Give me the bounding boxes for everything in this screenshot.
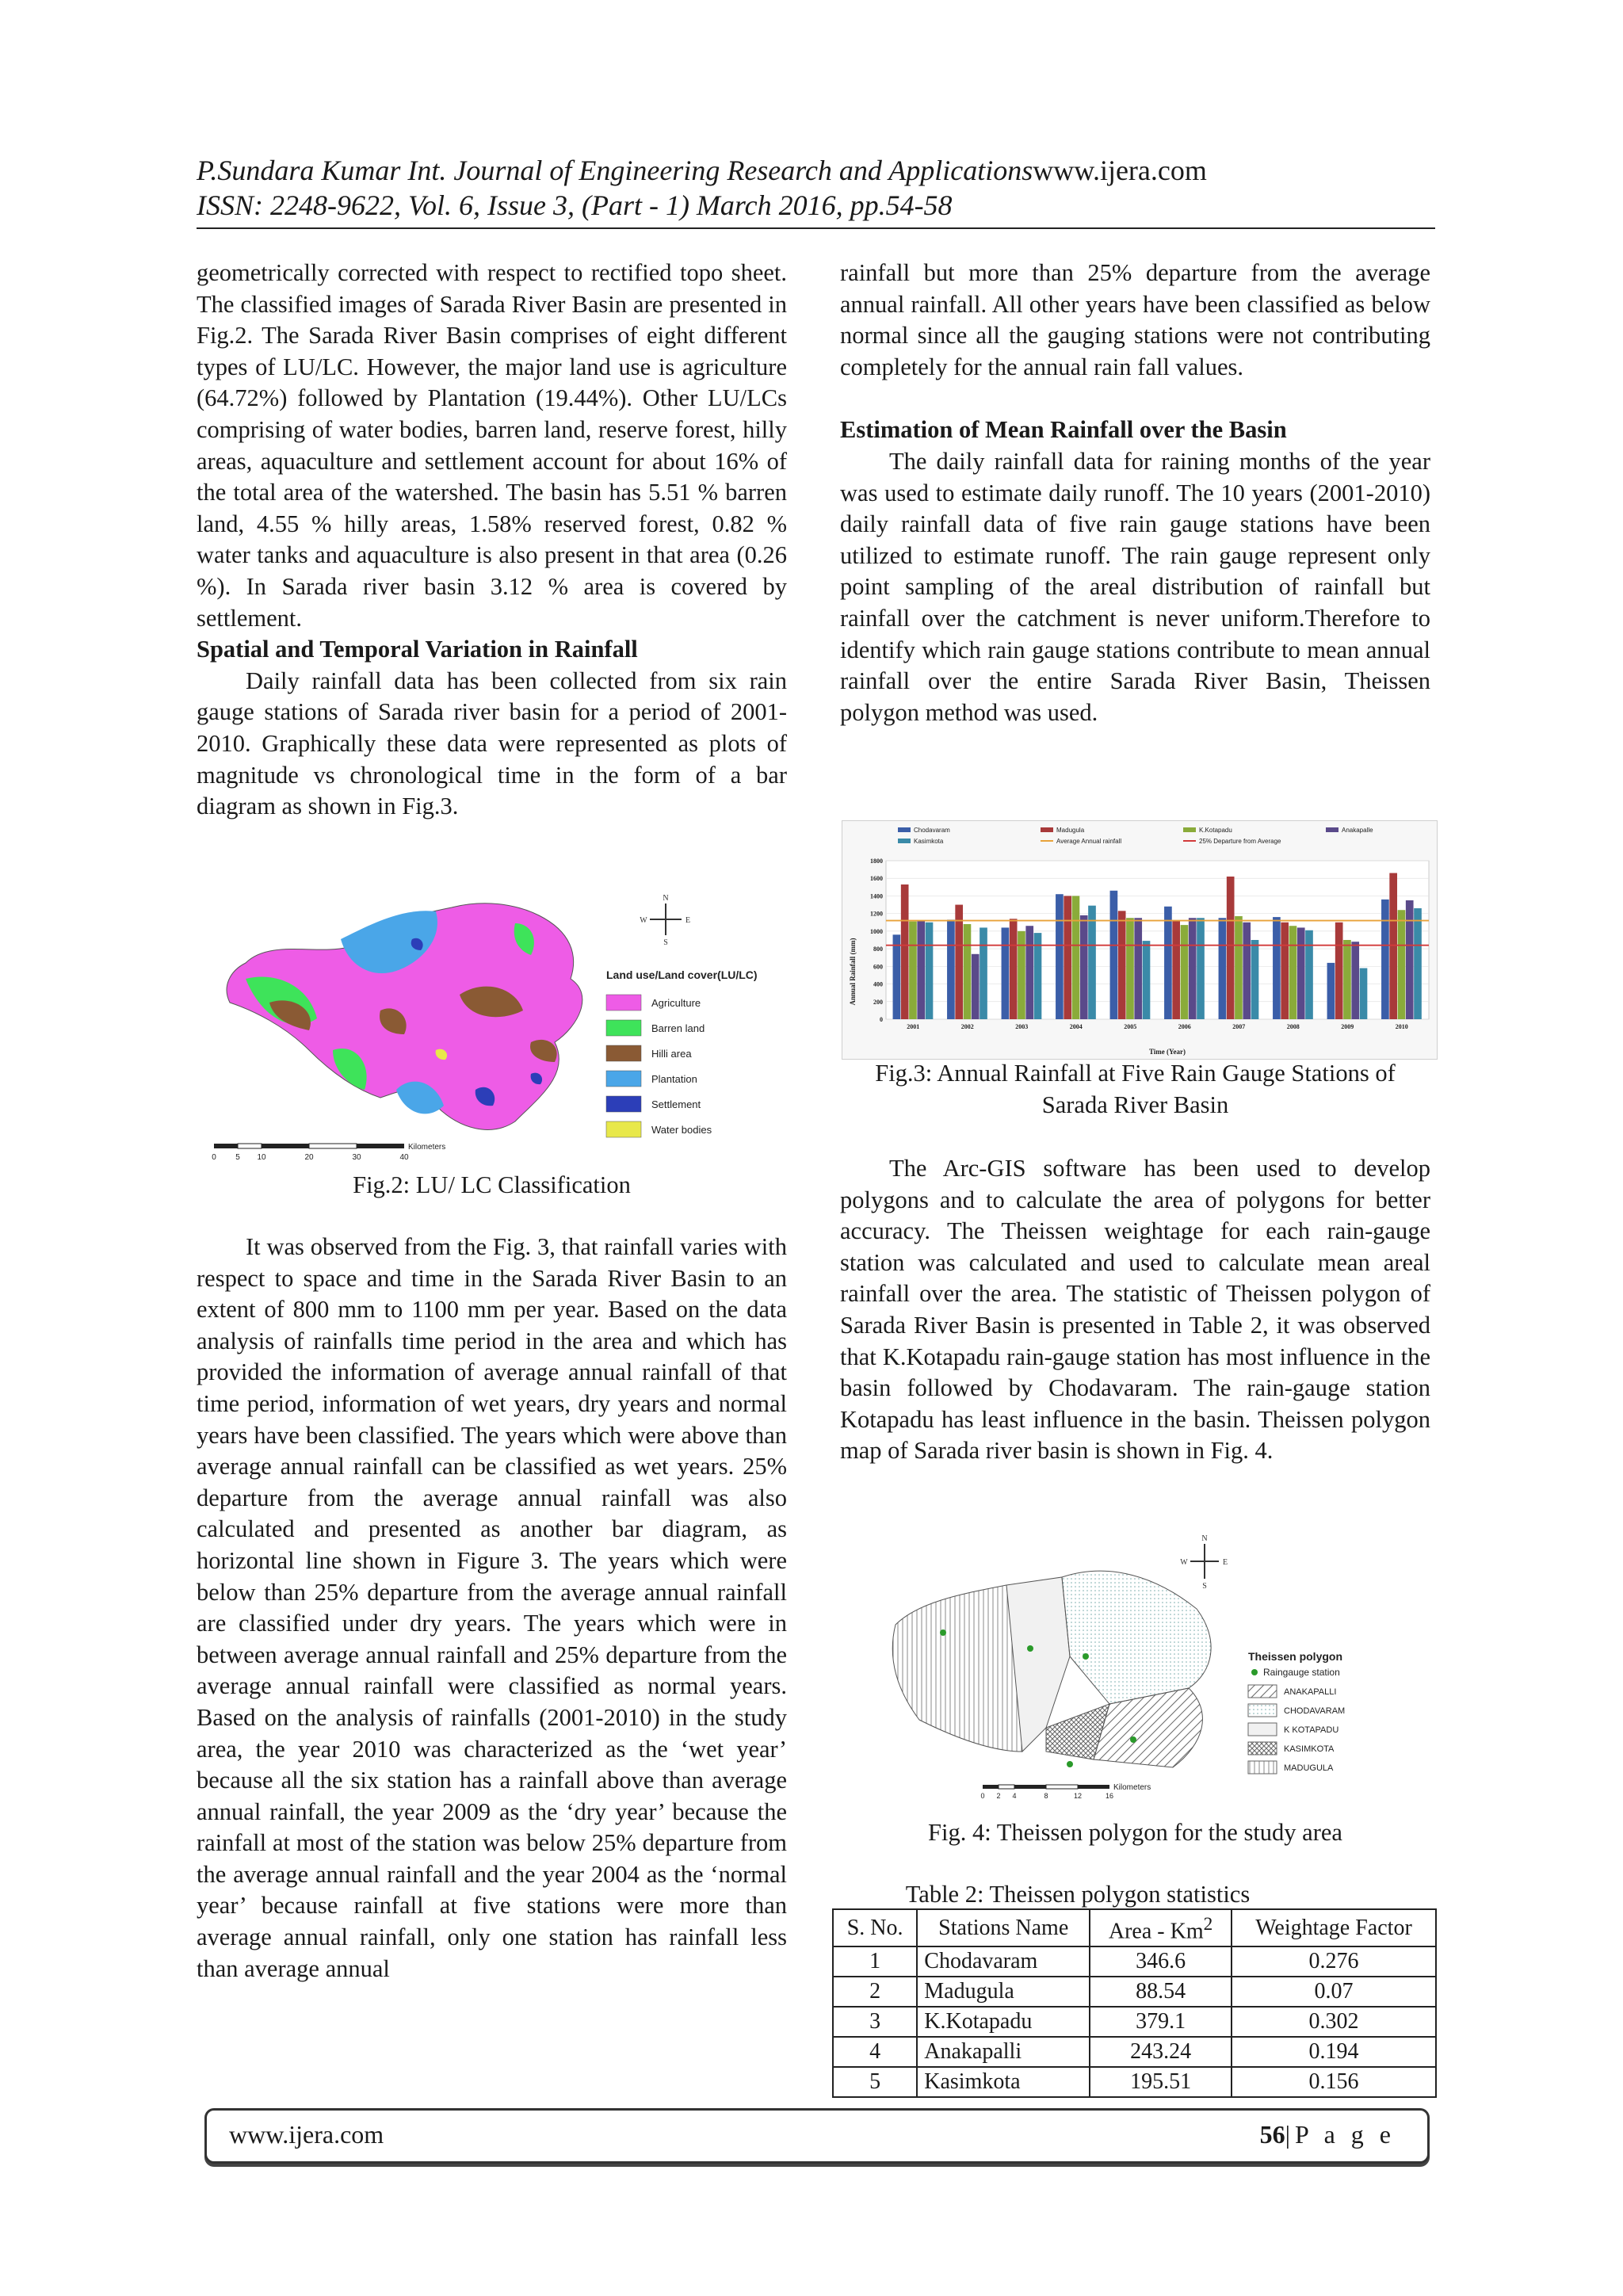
bar xyxy=(1088,906,1096,1019)
x-tick-label: 2001 xyxy=(907,1023,920,1030)
bar xyxy=(917,921,925,1019)
legend-swatch xyxy=(1183,827,1196,832)
table-row xyxy=(833,1977,1436,2007)
west-label: W xyxy=(640,916,647,925)
scale-ticks xyxy=(212,1153,409,1162)
scale-tick-label: 10 xyxy=(257,1153,266,1162)
station-marker xyxy=(1027,1645,1033,1652)
station-marker xyxy=(1130,1736,1136,1743)
bar xyxy=(1134,918,1142,1019)
legend-swatch xyxy=(606,1071,641,1087)
south-label: S xyxy=(1202,1582,1207,1591)
north-label: N xyxy=(1201,1534,1208,1543)
y-tick-label: 1000 xyxy=(870,927,883,935)
station-marker xyxy=(940,1629,946,1636)
legend-label: Agriculture xyxy=(651,997,701,1009)
polygon-chodavaram xyxy=(1062,1571,1211,1704)
scale-label: Kilometers xyxy=(408,1143,446,1152)
x-tick-label: 2007 xyxy=(1232,1023,1246,1030)
cell-area: 195.51 xyxy=(1090,2067,1232,2097)
bar xyxy=(909,922,917,1019)
bar xyxy=(1297,927,1305,1019)
legend-swatch xyxy=(1041,827,1053,832)
scale-tick-label: 5 xyxy=(235,1153,240,1162)
bar xyxy=(1064,896,1071,1019)
bar xyxy=(1406,900,1414,1019)
legend-swatch xyxy=(898,827,911,832)
legend-swatch xyxy=(606,1121,641,1137)
cell-weightage: 0.194 xyxy=(1232,2037,1436,2067)
journal-url[interactable]: www.ijera.com xyxy=(1033,155,1207,186)
bar xyxy=(1273,917,1281,1019)
legend-swatch xyxy=(606,1045,641,1061)
y-tick-label: 1600 xyxy=(870,875,883,883)
bar xyxy=(1398,910,1406,1019)
table-row xyxy=(833,2067,1436,2097)
bar xyxy=(893,934,901,1019)
chart-plot-area xyxy=(870,858,1429,1030)
rainfall-analysis-paragraph: It was observed from the Fig. 3, that rainfall varies with respect to space and time in the Sarada River Basin to an extent of 800 mm to 1100 mm per year. Based on the data analysis of rainfalls time period in the area and which has provided the information of average annual rainfall of that time period, information of wet years, dry years and normal years have been classified. The years which were above than average annual rainfall can be classified as wet years. 25% departure from the average annual rainfall was also calculated and presented as another bar diagram, as horizontal line shown in Figure 3. The years which were below than 25% departure from the average annual rainfall are classified under dry years. The years which were in between average annual rainfall and 25% departure from the average annual rainfall were classified as normal years. Based on the analysis of rainfalls (2001-2010) in the study area, the year 2010 was characterized as the ‘wet year’ because all the six station has a rainfall above than average annual rainfall, the year 2009 as the ‘dry year’ because the rainfall at most of the station was below 25% departure from the average annual rainfall and the year 2004 as the ‘normal year’ because rainfall at five stations were more than average annual rainfall, only one station has rainfall less than average annual xyxy=(197,1233,787,1982)
issn-line: ISSN: 2248-9622, Vol. 6, Issue 3, (Part - 1) March 2016, pp.54-58 xyxy=(197,189,953,221)
journal-citation: P.Sundara Kumar Int. Journal of Engineering Research and Applications xyxy=(197,155,1033,186)
cell-station: Chodavaram xyxy=(917,1946,1090,1977)
legend-label: Average Annual rainfall xyxy=(1056,838,1122,845)
theissen-polygon-map xyxy=(872,1530,1426,1807)
bar xyxy=(1243,923,1251,1019)
footer-site-link[interactable]: www.ijera.com xyxy=(229,2120,384,2149)
legend-label: Water bodies xyxy=(651,1124,712,1136)
cell-station: Kasimkota xyxy=(917,2067,1090,2097)
scale-tick-label: 30 xyxy=(352,1153,361,1162)
bar xyxy=(1118,911,1126,1019)
rainfall-data-paragraph: Daily rainfall data has been collected from six rain gauge stations of Sarada river basin for a period of 2001-2010. Graphically these data were represented as plots of magnitude vs chronological time in the form of a bar diagram as shown in Fig.3. xyxy=(197,667,787,820)
bar xyxy=(1189,918,1197,1019)
scale-tick-label: 40 xyxy=(399,1153,409,1162)
section-heading-mean-rainfall: Estimation of Mean Rainfall over the Basin xyxy=(840,416,1287,444)
legend-label: CHODAVARAM xyxy=(1284,1706,1346,1716)
y-tick-label: 200 xyxy=(873,998,883,1006)
header-area xyxy=(1090,1909,1232,1946)
bar xyxy=(1181,925,1189,1019)
scale-label: Kilometers xyxy=(1113,1783,1151,1792)
page-number xyxy=(1260,2120,1396,2149)
cell-area: 243.24 xyxy=(1090,2037,1232,2067)
fig4-caption: Fig. 4: Theissen polygon for the study area xyxy=(928,1819,1342,1846)
page-number-value: 56 xyxy=(1259,2120,1285,2149)
scale-bar xyxy=(980,1783,1151,1800)
scale-tick-label: 8 xyxy=(1044,1792,1048,1800)
east-label: E xyxy=(685,916,691,925)
bar xyxy=(1335,923,1343,1019)
scale-tick-label: 16 xyxy=(1105,1792,1114,1800)
scale-tick-label: 20 xyxy=(304,1153,314,1162)
cell-weightage: 0.156 xyxy=(1232,2067,1436,2097)
bar xyxy=(1219,918,1227,1019)
legend-label: K KOTAPADU xyxy=(1284,1725,1339,1735)
cell-area: 379.1 xyxy=(1090,2007,1232,2037)
header-station: Stations Name xyxy=(917,1909,1090,1946)
cell-sno: 3 xyxy=(833,2007,917,2037)
table-row xyxy=(833,2007,1436,2037)
page-footer xyxy=(204,2108,1430,2164)
station-marker xyxy=(1067,1761,1073,1767)
bar xyxy=(1327,963,1335,1019)
header-sno: S. No. xyxy=(833,1909,917,1946)
bar xyxy=(1080,915,1088,1019)
legend-label: Hilli area xyxy=(651,1048,692,1060)
bar xyxy=(1056,894,1064,1019)
bar xyxy=(955,905,963,1019)
scale-ticks xyxy=(980,1792,1113,1800)
classification-paragraph: rainfall but more than 25% departure from the average annual rainfall. All other years have been classified as below normal since all the gauging stations were not contributing completely for the annual rain fall values. xyxy=(840,259,1430,380)
cell-station: K.Kotapadu xyxy=(917,2007,1090,2037)
y-tick-label: 400 xyxy=(873,980,883,988)
lulc-legend xyxy=(606,995,712,1137)
bar xyxy=(1414,908,1422,1019)
scale-tick-label: 0 xyxy=(980,1792,985,1800)
x-tick-label: 2003 xyxy=(1015,1023,1029,1030)
bar xyxy=(1360,968,1368,1019)
legend-label: KASIMKOTA xyxy=(1284,1744,1335,1754)
legend-label: Madugula xyxy=(1056,827,1085,834)
cell-weightage: 0.302 xyxy=(1232,2007,1436,2037)
bar xyxy=(1172,921,1180,1019)
cell-weightage: 0.07 xyxy=(1232,1977,1436,2007)
running-header xyxy=(197,153,1270,223)
bar xyxy=(1197,918,1205,1019)
legend-swatch xyxy=(1248,1761,1277,1774)
legend-swatch xyxy=(1248,1742,1277,1755)
x-tick-label: 2009 xyxy=(1341,1023,1354,1030)
bar xyxy=(980,927,987,1019)
fig3-caption xyxy=(840,1057,1430,1121)
station-legend-marker xyxy=(1251,1669,1258,1675)
bar xyxy=(901,884,909,1019)
cell-sno: 2 xyxy=(833,1977,917,2007)
legend-label: Anakapalle xyxy=(1342,827,1373,834)
theissen-legend xyxy=(1248,1685,1345,1774)
cell-weightage: 0.276 xyxy=(1232,1946,1436,1977)
bar xyxy=(964,924,972,1019)
section-heading-rainfall-variation: Spatial and Temporal Variation in Rainfall xyxy=(197,636,638,663)
cell-sno: 5 xyxy=(833,2067,917,2097)
left-column-bottom xyxy=(197,1232,787,1985)
legend-swatch xyxy=(1248,1723,1277,1736)
cell-station: Anakapalli xyxy=(917,2037,1090,2067)
bar xyxy=(926,923,934,1019)
legend-swatch xyxy=(606,1096,641,1112)
legend-swatch xyxy=(898,839,911,843)
x-tick-label: 2004 xyxy=(1069,1023,1083,1030)
cell-station: Madugula xyxy=(917,1977,1090,2007)
cell-sno: 4 xyxy=(833,2037,917,2067)
y-tick-label: 1800 xyxy=(870,858,883,865)
legend-swatch xyxy=(606,1020,641,1036)
bar xyxy=(1072,896,1080,1019)
legend-swatch xyxy=(1326,827,1338,832)
legend-label: ANAKAPALLI xyxy=(1284,1687,1337,1697)
north-arrow xyxy=(1180,1534,1228,1591)
fig3-caption-line2: Sarada River Basin xyxy=(1041,1091,1229,1118)
header-area-sup: 2 xyxy=(1203,1914,1213,1935)
legend-swatch xyxy=(1248,1704,1277,1717)
bar xyxy=(1018,931,1025,1019)
legend-swatch xyxy=(606,995,641,1010)
bar xyxy=(1343,940,1351,1019)
bar xyxy=(1235,916,1243,1019)
cell-area: 88.54 xyxy=(1090,1977,1232,2007)
y-tick-label: 600 xyxy=(873,963,883,971)
table-row xyxy=(833,2037,1436,2067)
fig2-caption: Fig.2: LU/ LC Classification xyxy=(353,1171,631,1198)
legend-label: Settlement xyxy=(651,1098,701,1110)
legend-label: Barren land xyxy=(651,1022,705,1034)
bar xyxy=(1126,918,1134,1019)
y-tick-label: 1200 xyxy=(870,910,883,918)
table-header-row xyxy=(833,1909,1436,1946)
bar xyxy=(1010,919,1018,1019)
y-tick-label: 800 xyxy=(873,946,883,953)
bar xyxy=(1305,930,1313,1019)
bar xyxy=(1110,891,1118,1019)
scale-tick-label: 0 xyxy=(212,1153,216,1162)
legend-swatch xyxy=(1248,1685,1277,1698)
bar xyxy=(1381,900,1389,1019)
lulc-classification-map xyxy=(198,892,800,1165)
x-tick-label: 2005 xyxy=(1124,1023,1137,1030)
station-marker xyxy=(1083,1653,1089,1660)
bar xyxy=(1227,877,1235,1019)
arcgis-paragraph: The Arc-GIS software has been used to develop polygons and to calculate the area of polygons for better accuracy. The Theissen weightage for each rain-gauge station was calculated and used to calculate mean areal rainfall over the area. The statistic of Theissen polygon of Sarada River Basin is presented in Table 2, it was observed that K.Kotapadu rain-gauge station has most influence in the basin followed by Chodavaram. The rain-gauge station Kotapadu has least influence in the basin. Theissen polygon map of Sarada river basin is shown in Fig. 4. xyxy=(840,1155,1430,1465)
bar xyxy=(1251,940,1259,1019)
bar xyxy=(1025,926,1033,1019)
theissen-statistics-table xyxy=(832,1908,1437,2098)
chart-x-axis-label: Time (Year) xyxy=(1148,1048,1186,1056)
bar xyxy=(947,919,955,1019)
page-word: |P a g e xyxy=(1285,2120,1396,2149)
lulc-legend-title: Land use/Land cover(LU/LC) xyxy=(606,968,758,981)
chart-y-axis-label: Annual Rainfall (mm) xyxy=(849,938,857,1006)
x-tick-label: 2002 xyxy=(960,1023,974,1030)
bar xyxy=(1143,941,1151,1019)
bar xyxy=(1351,942,1359,1019)
bar xyxy=(1389,873,1397,1019)
fig3-caption-line1: Fig.3: Annual Rainfall at Five Rain Gauge Stations of xyxy=(875,1060,1396,1087)
theissen-legend-title: Theissen polygon xyxy=(1248,1650,1343,1663)
cell-area: 346.6 xyxy=(1090,1946,1232,1977)
scale-tick-label: 4 xyxy=(1012,1792,1017,1800)
x-tick-label: 2008 xyxy=(1286,1023,1300,1030)
north-arrow xyxy=(640,894,690,947)
header-area-label: Area - Km xyxy=(1108,1919,1204,1944)
scale-tick-label: 2 xyxy=(996,1792,1001,1800)
bar xyxy=(1289,926,1297,1019)
legend-label: Kasimkota xyxy=(914,838,944,845)
chart-legend xyxy=(898,827,1373,845)
legend-label: Chodavaram xyxy=(914,827,950,834)
north-label: N xyxy=(663,894,669,903)
annual-rainfall-chart xyxy=(842,820,1438,1060)
left-column-top xyxy=(197,258,787,823)
bar xyxy=(1281,923,1289,1019)
x-tick-label: 2010 xyxy=(1395,1023,1408,1030)
legend-label: Plantation xyxy=(651,1073,697,1085)
x-tick-label: 2006 xyxy=(1178,1023,1191,1030)
scale-tick-label: 12 xyxy=(1073,1792,1083,1800)
y-tick-label: 1400 xyxy=(870,892,883,900)
station-legend-label: Raingauge station xyxy=(1263,1667,1340,1678)
right-column-top xyxy=(840,258,1430,728)
right-column-middle xyxy=(840,1153,1430,1467)
mean-rainfall-paragraph: The daily rainfall data for raining months of the year was used to estimate daily runoff. The 10 years (2001-2010) daily rainfall data of five rain gauge stations have been utilized to estimate runoff. The rain gauge represent only point sampling of the areal distribution of rainfall but rainfall over the catchment is never uniform.Therefore to identify which rain gauge stations contribute to mean annual rainfall over the entire Sarada River Basin, Theissen polygon method was used. xyxy=(840,447,1430,726)
cell-sno: 1 xyxy=(833,1946,917,1977)
table2-title: Table 2: Theissen polygon statistics xyxy=(905,1881,1251,1908)
table-row xyxy=(833,1946,1436,1977)
south-label: S xyxy=(663,938,668,947)
east-label: E xyxy=(1222,1558,1228,1567)
bar xyxy=(1002,927,1010,1019)
legend-label: MADUGULA xyxy=(1284,1763,1334,1773)
lulc-paragraph: geometrically corrected with respect to rectified topo sheet. The classified images of Sarada River Basin are presented in Fig.2. The Sarada River Basin comprises of eight different types of LU/LC. However, the major land use is agriculture (64.72%) followed by Plantation (19.44%). Other LU/LCs comprising of water bodies, barren land, reserve forest, hilly areas, aquaculture and settlement account for about 16% of the total area of the watershed. The basin has 5.51 % barren land, 4.55 % hilly areas, 1.58% reserved forest, 0.82 % water tanks and aquaculture is also present in that area (0.26 %). In Sarada river basin 3.12 % area is covered by settlement. xyxy=(197,259,787,632)
bar xyxy=(1164,907,1172,1019)
header-weightage: Weightage Factor xyxy=(1232,1909,1436,1946)
y-tick-label: 0 xyxy=(880,1016,883,1023)
legend-label: 25% Departure from Average xyxy=(1199,838,1281,845)
west-label: W xyxy=(1180,1558,1188,1567)
bar xyxy=(972,954,980,1019)
legend-label: K.Kotapadu xyxy=(1199,827,1232,834)
scale-bar xyxy=(212,1143,445,1162)
header-rule xyxy=(197,227,1435,229)
